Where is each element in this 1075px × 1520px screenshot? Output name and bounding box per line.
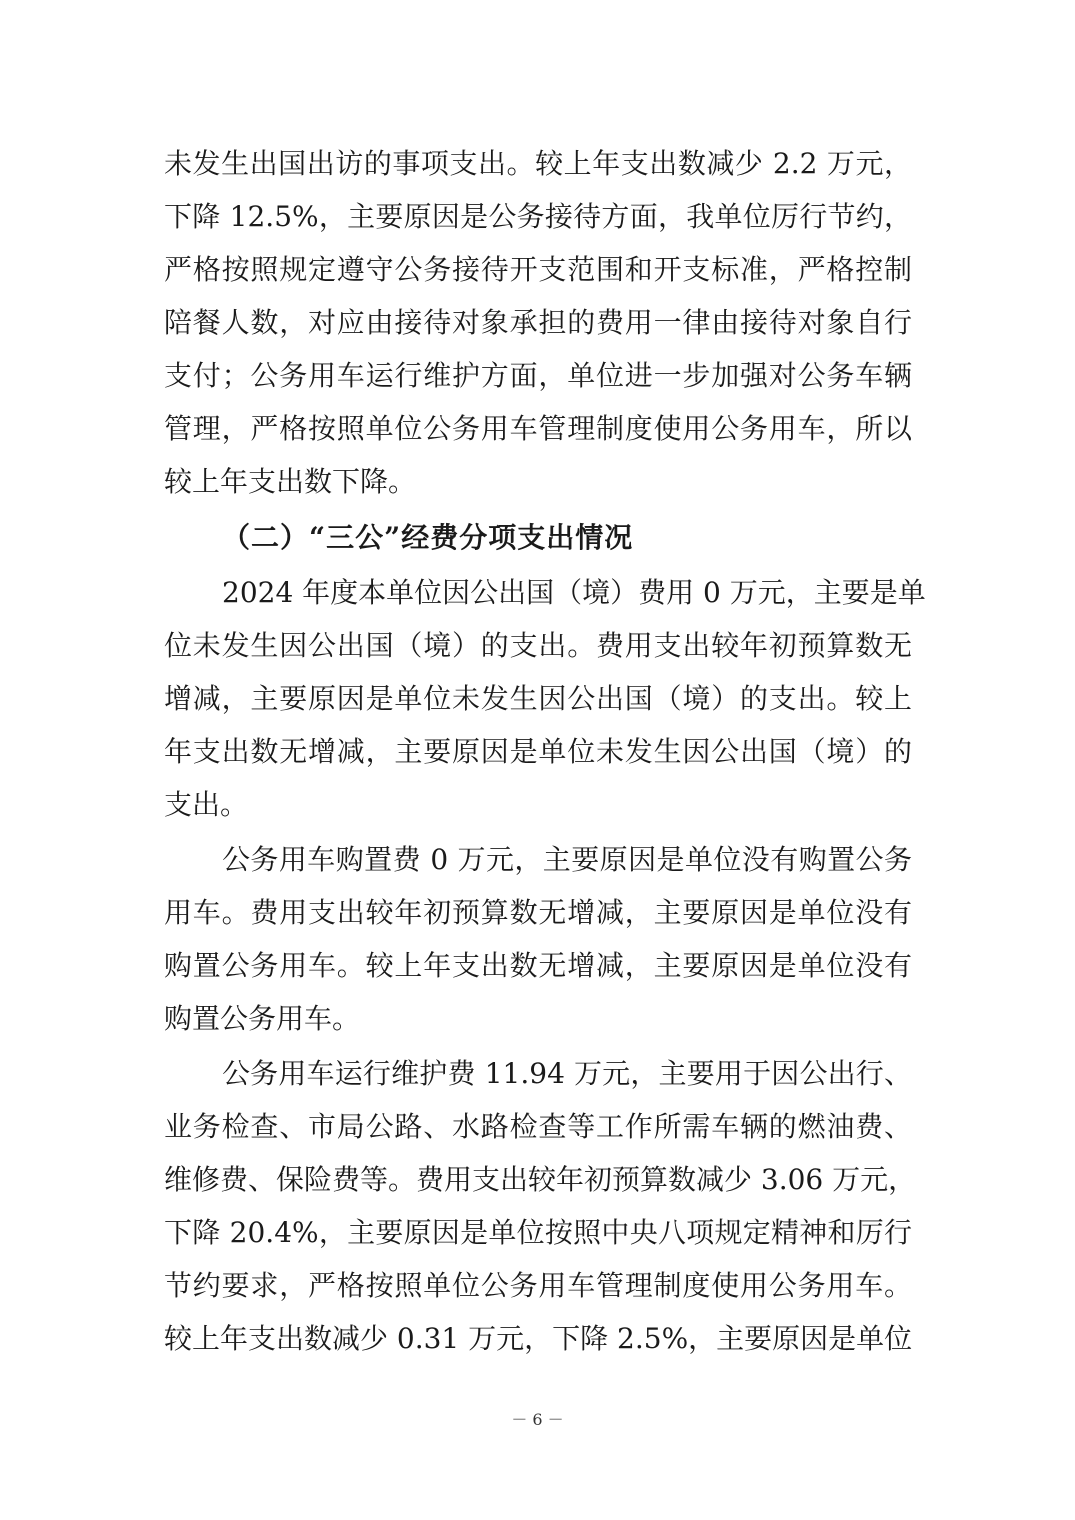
text-line: 公务用车购置费 0 万元，主要原因是单位没有购置公务 (222, 843, 912, 876)
text-line: 严格按照规定遵守公务接待开支范围和开支标准，严格控制 (164, 253, 912, 286)
page-number: － 6 － (511, 1410, 564, 1429)
section-heading: （二）“三公”经费分项支出情况 (222, 521, 634, 554)
text-line: 位未发生因公出国（境）的支出。费用支出较年初预算数无 (164, 629, 912, 662)
text-line: 较上年支出数减少 0.31 万元，下降 2.5%，主要原因是单位 (164, 1322, 913, 1355)
text-line: 年支出数无增减，主要原因是单位未发生因公出国（境）的 (164, 735, 912, 768)
text-line: 较上年支出数下降。 (164, 465, 417, 498)
text-line: 未发生出国出访的事项支出。较上年支出数减少 2.2 万元， (164, 147, 912, 180)
text-line: 2024 年度本单位因公出国（境）费用 0 万元，主要是单 (222, 576, 926, 609)
text-line: 节约要求，严格按照单位公务用车管理制度使用公务用车。 (164, 1269, 912, 1302)
text-line: 下降 12.5%，主要原因是公务接待方面，我单位厉行节约， (164, 200, 912, 233)
text-line: 用车。费用支出较年初预算数无增减，主要原因是单位没有 (164, 896, 912, 929)
text-line: 维修费、保险费等。费用支出较年初预算数减少 3.06 万元， (164, 1163, 917, 1196)
text-line: 管理，严格按照单位公务用车管理制度使用公务用车，所以 (164, 412, 912, 445)
text-line: 购置公务用车。 (164, 1002, 361, 1035)
text-line: 支出。 (164, 788, 249, 821)
text-line: 业务检查、市局公路、水路检查等工作所需车辆的燃油费、 (164, 1110, 912, 1143)
text-line: 增减，主要原因是单位未发生因公出国（境）的支出。较上 (164, 682, 912, 715)
text-line: 公务用车运行维护费 11.94 万元，主要用于因公出行、 (222, 1057, 912, 1090)
text-line: 陪餐人数，对应由接待对象承担的费用一律由接待对象自行 (164, 306, 912, 339)
text-line: 购置公务用车。较上年支出数无增减，主要原因是单位没有 (164, 949, 912, 982)
text-line: 支付；公务用车运行维护方面，单位进一步加强对公务车辆 (164, 359, 912, 392)
text-line: 下降 20.4%，主要原因是单位按照中央八项规定精神和厉行 (164, 1216, 912, 1249)
